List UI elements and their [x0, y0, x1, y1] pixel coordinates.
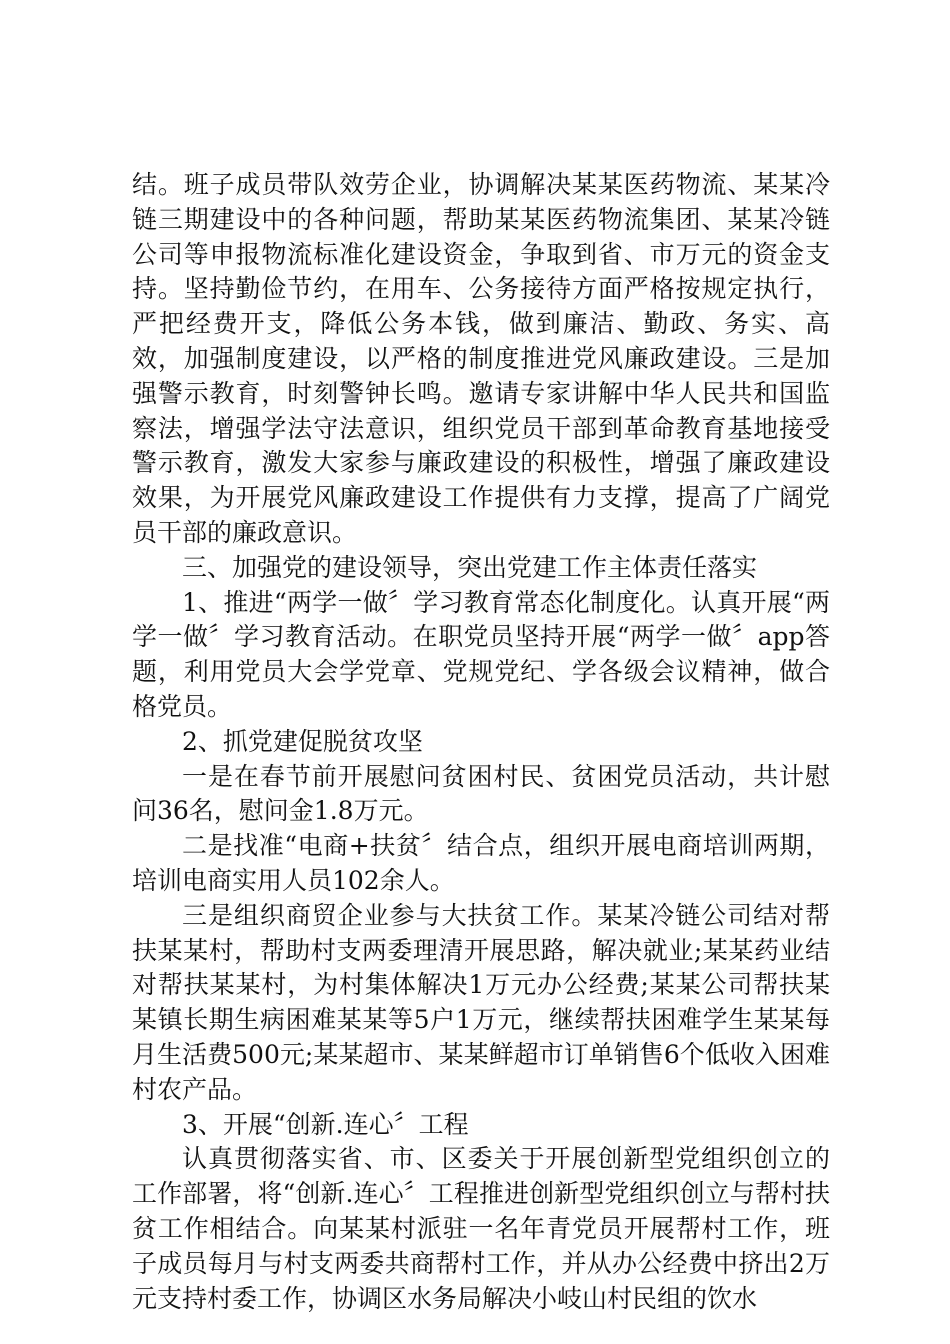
paragraph-item-2-second: 二是找准“电商+扶贫〞结合点，组织开展电商培训两期，培训电商实用人员102余人。 — [132, 831, 830, 895]
subheading-item-3: 3、开展“创新.连心〞工程 — [182, 1109, 469, 1139]
paragraph-intro-continuation: 结。班子成员带队效劳企业，协调解决某某医药物流、某某冷链三期建设中的各种问题，帮助某某医药物流集团、某某冷链公司等申报物流标准化建设资金，争取到省、市万元的资金支持。坚持勤俭节约，在用车、公务接待方面严格按规定执行，严把经费开支，降低公务本钱，做到廉洁、勤政、务实、高效，加强制度建设，以严格的制度推进党风廉政建设。三是加强警示教育，时刻警钟长鸣。邀请专家讲解中华人民共和国监察法，增强学法守法意识，组织党员干部到革命教育基地接受警示教育，激发大家参与廉政建设的积极性，增强了廉政建设效果，为开展党风廉政建设工作提供有力支撑，提高了广阔党员干部的廉政意识。 — [132, 170, 830, 547]
section-heading-3: 三、加强党的建设领导，突出党建工作主体责任落实 — [182, 552, 758, 582]
subheading-item-2: 2、抓党建促脱贫攻坚 — [182, 726, 423, 756]
document-body — [132, 168, 830, 1316]
paragraph-item-1: 1、推进“两学一做〞学习教育常态化制度化。认真开展“两学一做〞学习教育活动。在职党员坚持开展“两学一做〞app答题，利用党员大会学党章、党规党纪、学各级会议精神，做合格党员。 — [132, 587, 830, 721]
paragraph-item-2-first: 一是在春节前开展慰问贫困村民、贫困党员活动，共计慰问36名，慰问金1.8万元。 — [132, 761, 830, 826]
paragraph-item-3: 认真贯彻落实省、市、区委关于开展创新型党组织创立的工作部署，将“创新.连心〞工程推进创新型党组织创立与帮村扶贫工作相结合。向某某村派驻一名年青党员开展帮村工作，班子成员每月与村支两委共商帮村工作，并从办公经费中挤出2万元支持村委工作，协调区水务局解决小岐山村民组的饮水 — [132, 1144, 830, 1313]
paragraph-item-2-third: 三是组织商贸企业参与大扶贫工作。某某冷链公司结对帮扶某某村，帮助村支两委理清开展思路，解决就业;某某药业结对帮扶某某村，为村集体解决1万元办公经费;某某公司帮扶某某镇长期生病困难某某等5户1万元，继续帮扶困难学生某某每月生活费500元;某某超市、某某鲜超市订单销售6个低收入困难村农产品。 — [132, 900, 830, 1104]
